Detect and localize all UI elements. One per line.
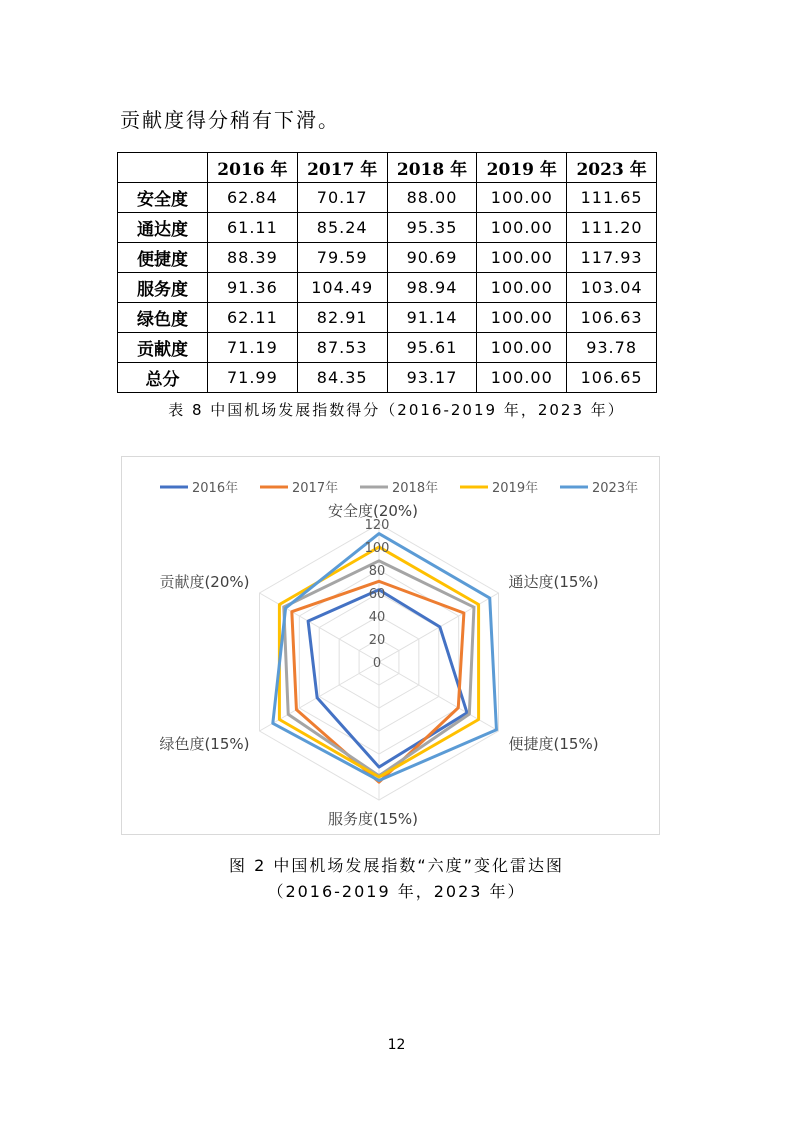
column-header: 2017 年	[297, 153, 387, 183]
radar-axis-label: 安全度(20%)	[327, 502, 419, 520]
table-cell: 70.17	[297, 183, 387, 213]
column-header: 2023 年	[567, 153, 657, 183]
row-label: 绿色度	[118, 303, 208, 333]
radar-tick-label: 40	[368, 610, 386, 625]
radar-tick-label: 20	[368, 633, 386, 648]
table-cell: 111.65	[567, 183, 657, 213]
table-cell: 95.61	[387, 333, 477, 363]
table-row	[118, 183, 657, 213]
table-row	[118, 243, 657, 273]
row-label: 安全度	[118, 183, 208, 213]
column-header: 2016 年	[208, 153, 298, 183]
row-label: 贡献度	[118, 333, 208, 363]
table-cell: 93.17	[387, 363, 477, 393]
table-cell: 61.11	[208, 213, 298, 243]
table-cell: 100.00	[477, 273, 567, 303]
row-label: 总分	[118, 363, 208, 393]
figure-caption-line1: 图 2 中国机场发展指数“六度”变化雷达图	[229, 856, 564, 875]
radar-axis-label: 服务度(15%)	[327, 810, 419, 828]
table-cell: 85.24	[297, 213, 387, 243]
table-cell: 100.00	[477, 183, 567, 213]
table-row	[118, 273, 657, 303]
intro-paragraph: 贡献度得分稍有下滑。	[120, 108, 340, 132]
radar-tick-label: 80	[368, 564, 386, 579]
table-cell: 62.84	[208, 183, 298, 213]
page-number: 12	[387, 1037, 406, 1053]
table-cell: 103.04	[567, 273, 657, 303]
figure-caption-line2: （2016-2019 年，2023 年）	[267, 882, 526, 901]
table-cell: 71.99	[208, 363, 298, 393]
table-cell: 117.93	[567, 243, 657, 273]
row-label: 服务度	[118, 273, 208, 303]
radar-axis-label: 绿色度(15%)	[159, 735, 250, 753]
radar-axis-label: 通达度(15%)	[508, 573, 599, 591]
table-cell: 100.00	[477, 303, 567, 333]
table-cell: 88.00	[387, 183, 477, 213]
row-label: 便捷度	[118, 243, 208, 273]
table-caption: 表 8 中国机场发展指数得分（2016-2019 年，2023 年）	[168, 401, 625, 419]
table-row	[118, 213, 657, 243]
table-cell: 106.63	[567, 303, 657, 333]
radar-axis-label: 便捷度(15%)	[508, 735, 599, 753]
table-cell: 104.49	[297, 273, 387, 303]
column-header: 2019 年	[477, 153, 567, 183]
radar-tick-label: 120	[364, 518, 390, 533]
radar-tick-label: 100	[364, 541, 390, 556]
table-cell: 100.00	[477, 213, 567, 243]
table-cell: 90.69	[387, 243, 477, 273]
table-cell: 79.59	[297, 243, 387, 273]
legend-label: 2016年	[192, 481, 239, 496]
table-cell: 91.14	[387, 303, 477, 333]
table-cell: 111.20	[567, 213, 657, 243]
table-cell: 95.35	[387, 213, 477, 243]
table-cell: 93.78	[567, 333, 657, 363]
table-corner-cell	[118, 153, 208, 183]
table-cell: 100.00	[477, 363, 567, 393]
legend-label: 2018年	[392, 481, 439, 496]
column-header: 2018 年	[387, 153, 477, 183]
table-cell: 88.39	[208, 243, 298, 273]
legend-label: 2019年	[492, 481, 539, 496]
table-row	[118, 303, 657, 333]
radar-axis-label: 贡献度(20%)	[159, 573, 250, 591]
radar-tick-label: 60	[368, 587, 386, 602]
table-cell: 82.91	[297, 303, 387, 333]
row-label: 通达度	[118, 213, 208, 243]
table-cell: 71.19	[208, 333, 298, 363]
table-cell: 87.53	[297, 333, 387, 363]
table-header-row	[118, 153, 657, 183]
table-row	[118, 333, 657, 363]
table-cell: 62.11	[208, 303, 298, 333]
table-cell: 100.00	[477, 243, 567, 273]
table-cell: 98.94	[387, 273, 477, 303]
table-cell: 106.65	[567, 363, 657, 393]
table-cell: 84.35	[297, 363, 387, 393]
table-row	[118, 363, 657, 393]
table-cell: 100.00	[477, 333, 567, 363]
radar-tick-label: 0	[372, 656, 382, 671]
score-table	[117, 152, 657, 393]
legend-label: 2023年	[592, 481, 639, 496]
table-cell: 91.36	[208, 273, 298, 303]
radar-chart	[121, 456, 660, 835]
legend-label: 2017年	[292, 481, 339, 496]
radar-chart-svg	[122, 457, 661, 836]
